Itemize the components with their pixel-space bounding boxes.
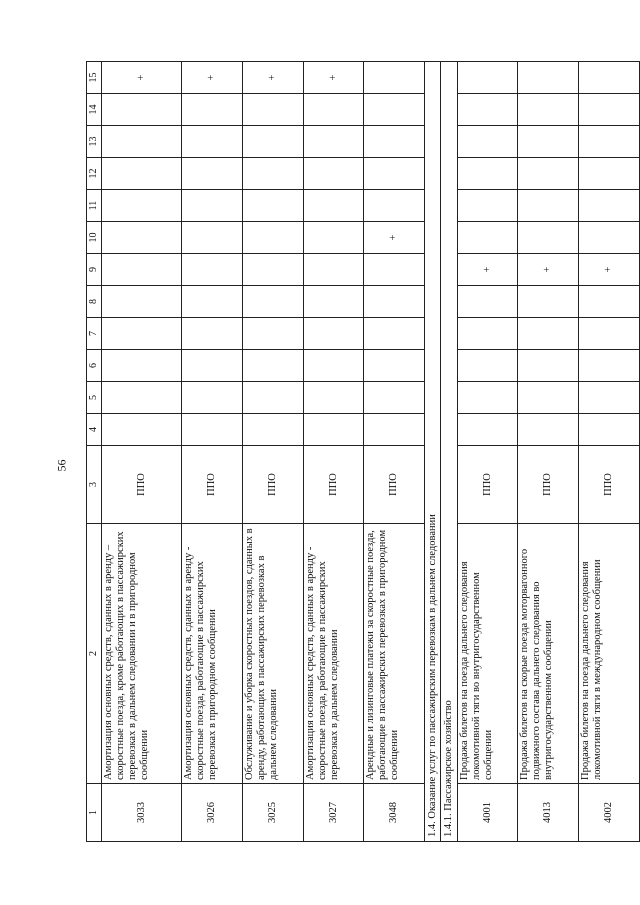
mark-cell-9 (243, 254, 304, 286)
mark-cell-12 (364, 158, 425, 190)
row-code: 3025 (243, 784, 304, 842)
row-code: 4002 (579, 784, 640, 842)
mark-cell-13 (182, 126, 243, 158)
table-body (102, 62, 640, 842)
mark-cell-15 (518, 62, 579, 94)
mark-cell-13 (102, 126, 182, 158)
mark-cell-10 (243, 222, 304, 254)
mark-cell-8 (182, 286, 243, 318)
section-title: 1.4. Оказание услуг по пассажирским перевозкам в дальнем следовании (425, 62, 441, 842)
mark-cell-11 (518, 190, 579, 222)
mark-cell-12 (303, 158, 364, 190)
mark-cell-15: + (182, 62, 243, 94)
mark-cell-12 (518, 158, 579, 190)
mark-cell-13 (303, 126, 364, 158)
column-number-header (87, 62, 102, 842)
row-code: 4013 (518, 784, 579, 842)
mark-cell-5 (579, 382, 640, 414)
mark-cell-4 (457, 414, 518, 446)
mark-cell-15: + (102, 62, 182, 94)
mark-cell-5 (243, 382, 304, 414)
column-header-3: 3 (87, 446, 102, 524)
mark-cell-6 (457, 350, 518, 382)
row-code: 3033 (102, 784, 182, 842)
column-header-13: 13 (87, 126, 102, 158)
mark-cell-12 (243, 158, 304, 190)
mark-cell-10 (102, 222, 182, 254)
column-header-15: 15 (87, 62, 102, 94)
mark-cell-6 (364, 350, 425, 382)
mark-cell-4 (182, 414, 243, 446)
row-name: Продажа билетов на скорые поезда моторвагонного подвижного состава дальнего следования во внутригосударственном сообщении (518, 524, 579, 784)
table-row (182, 62, 243, 842)
mark-cell-12 (182, 158, 243, 190)
row-type: ППО (182, 446, 243, 524)
mark-cell-4 (364, 414, 425, 446)
mark-cell-15 (579, 62, 640, 94)
mark-cell-7 (102, 318, 182, 350)
mark-cell-15: + (303, 62, 364, 94)
column-header-4: 4 (87, 414, 102, 446)
section-row (425, 62, 441, 842)
mark-cell-8 (364, 286, 425, 318)
mark-cell-7 (579, 318, 640, 350)
mark-cell-9 (303, 254, 364, 286)
row-type: ППО (364, 446, 425, 524)
column-header-2: 2 (87, 524, 102, 784)
mark-cell-15 (457, 62, 518, 94)
mark-cell-6 (518, 350, 579, 382)
table-row (579, 62, 640, 842)
mark-cell-6 (102, 350, 182, 382)
mark-cell-15: + (243, 62, 304, 94)
mark-cell-7 (182, 318, 243, 350)
row-code: 3048 (364, 784, 425, 842)
mark-cell-11 (364, 190, 425, 222)
mark-cell-6 (579, 350, 640, 382)
mark-cell-11 (457, 190, 518, 222)
mark-cell-6 (182, 350, 243, 382)
column-header-7: 7 (87, 318, 102, 350)
mark-cell-5 (364, 382, 425, 414)
mark-cell-8 (243, 286, 304, 318)
mark-cell-7 (457, 318, 518, 350)
mark-cell-8 (303, 286, 364, 318)
mark-cell-5 (518, 382, 579, 414)
mark-cell-14 (182, 94, 243, 126)
column-header-9: 9 (87, 254, 102, 286)
column-header-14: 14 (87, 94, 102, 126)
table-row (457, 62, 518, 842)
column-header-5: 5 (87, 382, 102, 414)
rotated-content (86, 62, 640, 842)
mark-cell-6 (243, 350, 304, 382)
mark-cell-7 (243, 318, 304, 350)
row-code: 3026 (182, 784, 243, 842)
mark-cell-12 (579, 158, 640, 190)
column-header-10: 10 (87, 222, 102, 254)
mark-cell-14 (243, 94, 304, 126)
table-row (364, 62, 425, 842)
row-name: Амортизация основных средств, сданных в аренду - скоростные поезда, работающие в пассажирских перевозках в дальнем следовании (303, 524, 364, 784)
mark-cell-10 (457, 222, 518, 254)
mark-cell-7 (364, 318, 425, 350)
mark-cell-13 (518, 126, 579, 158)
row-type: ППО (102, 446, 182, 524)
mark-cell-4 (579, 414, 640, 446)
row-type: ППО (243, 446, 304, 524)
row-code: 3027 (303, 784, 364, 842)
mark-cell-7 (518, 318, 579, 350)
column-header-12: 12 (87, 158, 102, 190)
mark-cell-10 (579, 222, 640, 254)
mark-cell-14 (303, 94, 364, 126)
row-name: Арендные и лизинговые платежи за скоростные поезда, работающие в пассажирских перевозках в пригородном сообщении (364, 524, 425, 784)
mark-cell-10: + (364, 222, 425, 254)
mark-cell-5 (303, 382, 364, 414)
row-name: Амортизация основных средств, сданных в аренду – скоростные поезда, кроме работающих в пассажирских перевозках в дальнем следовании и в пригородном сообщении (102, 524, 182, 784)
mark-cell-9 (182, 254, 243, 286)
column-header-6: 6 (87, 350, 102, 382)
mark-cell-14 (579, 94, 640, 126)
mark-cell-11 (182, 190, 243, 222)
mark-cell-10 (182, 222, 243, 254)
row-code: 4001 (457, 784, 518, 842)
mark-cell-13 (364, 126, 425, 158)
mark-cell-11 (243, 190, 304, 222)
mark-cell-11 (579, 190, 640, 222)
mark-cell-5 (102, 382, 182, 414)
table-row (518, 62, 579, 842)
mark-cell-12 (457, 158, 518, 190)
mark-cell-13 (579, 126, 640, 158)
mark-cell-5 (182, 382, 243, 414)
table-row (303, 62, 364, 842)
mark-cell-14 (457, 94, 518, 126)
column-header-8: 8 (87, 286, 102, 318)
mark-cell-15 (364, 62, 425, 94)
mark-cell-6 (303, 350, 364, 382)
mark-cell-4 (102, 414, 182, 446)
row-type: ППО (518, 446, 579, 524)
mark-cell-4 (518, 414, 579, 446)
mark-cell-11 (303, 190, 364, 222)
table-row (102, 62, 182, 842)
mark-cell-8 (102, 286, 182, 318)
mark-cell-10 (518, 222, 579, 254)
row-name: Продажа билетов на поезда дальнего следования локомотивной тяги во внутригосударственном сообщении (457, 524, 518, 784)
mark-cell-8 (579, 286, 640, 318)
mark-cell-9: + (579, 254, 640, 286)
table-row (243, 62, 304, 842)
mark-cell-11 (102, 190, 182, 222)
section-row (441, 62, 457, 842)
mark-cell-4 (303, 414, 364, 446)
mark-cell-7 (303, 318, 364, 350)
page-number: 56 (54, 459, 69, 472)
mark-cell-12 (102, 158, 182, 190)
mark-cell-9 (364, 254, 425, 286)
mark-cell-9: + (457, 254, 518, 286)
row-type: ППО (457, 446, 518, 524)
mark-cell-8 (518, 286, 579, 318)
row-name: Амортизация основных средств, сданных в аренду - скоростные поезда, работающие в пассажирских перевозках в пригородном сообщении (182, 524, 243, 784)
row-type: ППО (303, 446, 364, 524)
row-type: ППО (579, 446, 640, 524)
mark-cell-10 (303, 222, 364, 254)
mark-cell-14 (518, 94, 579, 126)
mark-cell-13 (457, 126, 518, 158)
mark-cell-14 (364, 94, 425, 126)
mark-cell-5 (457, 382, 518, 414)
mark-cell-9 (102, 254, 182, 286)
row-name: Обслуживание и уборка скоростных поездов, сданных в аренду, работающих в пассажирских перевозках в дальнем следовании (243, 524, 304, 784)
mark-cell-13 (243, 126, 304, 158)
mark-cell-14 (102, 94, 182, 126)
classifier-table (86, 61, 640, 842)
row-name: Продажа билетов на поезда дальнего следования локомотивной тяги в международном сообщении (579, 524, 640, 784)
mark-cell-4 (243, 414, 304, 446)
rotated-page-area (86, 62, 640, 842)
column-header-11: 11 (87, 190, 102, 222)
section-title: 1.4.1. Пассажирское хозяйство (441, 62, 457, 842)
column-header-1: 1 (87, 784, 102, 842)
mark-cell-8 (457, 286, 518, 318)
mark-cell-9: + (518, 254, 579, 286)
